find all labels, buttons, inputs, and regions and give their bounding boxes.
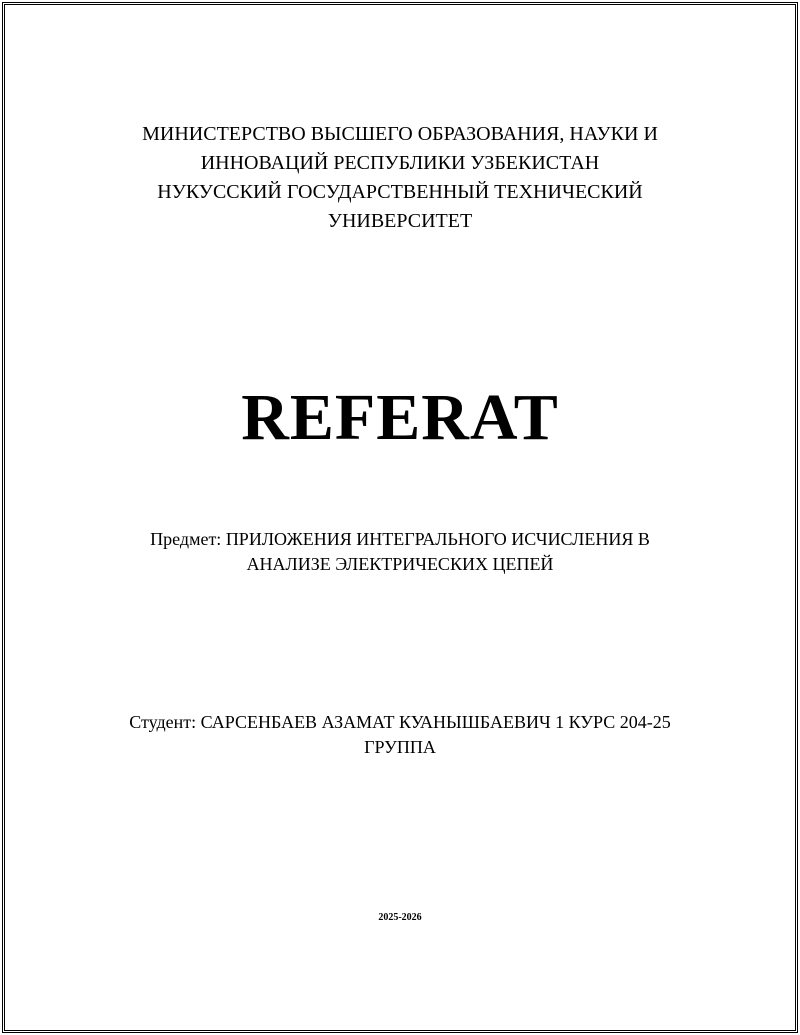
institution-line: ИННОВАЦИЙ РЕСПУБЛИКИ УЗБЕКИСТАН bbox=[200, 152, 600, 174]
student-section bbox=[40, 710, 760, 760]
subject-line: АНАЛИЗЕ ЭЛЕКТРИЧЕСКИХ ЦЕПЕЙ bbox=[246, 554, 554, 574]
institution-line: МИНИСТЕРСТВО ВЫСШЕГО ОБРАЗОВАНИЯ, НАУКИ И bbox=[142, 123, 658, 145]
subject-line: Предмет: ПРИЛОЖЕНИЯ ИНТЕГРАЛЬНОГО ИСЧИСЛЕНИЯ В bbox=[150, 529, 650, 549]
student-line: Студент: САРСЕНБАЕВ АЗАМАТ КУАНЫШБАЕВИЧ 1 КУРС 204-25 bbox=[129, 712, 671, 732]
institution-heading bbox=[40, 120, 760, 236]
student-line: ГРУППА bbox=[364, 737, 436, 757]
subject-section bbox=[40, 527, 760, 577]
institution-line: УНИВЕРСИТЕТ bbox=[327, 210, 473, 232]
institution-line: НУКУССКИЙ ГОСУДАРСТВЕННЫЙ ТЕХНИЧЕСКИЙ bbox=[157, 181, 643, 203]
academic-year: 2025-2026 bbox=[378, 912, 422, 923]
document-title: REFERAT bbox=[241, 381, 559, 454]
